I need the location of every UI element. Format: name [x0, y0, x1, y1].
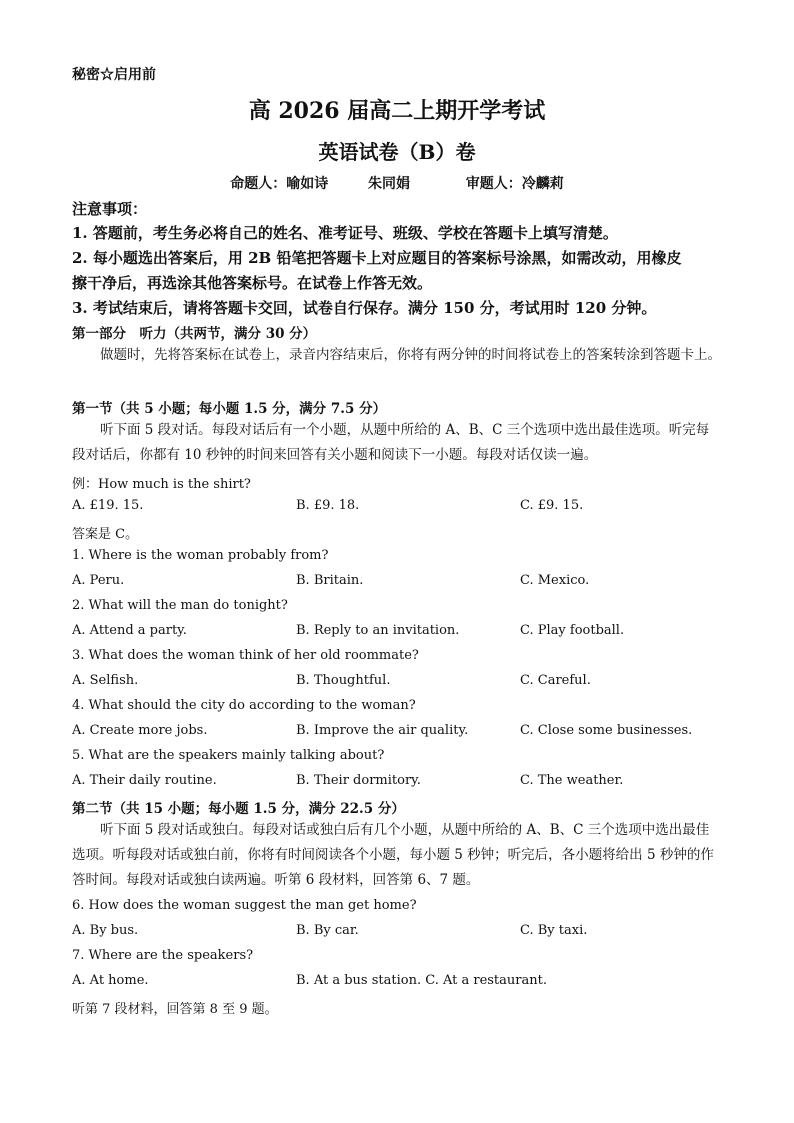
q3-option-a: A. Selfish.: [72, 673, 139, 688]
exam-title: 高 2026 届高二上期开学考试: [248, 98, 546, 124]
question-3: 3. What does the woman think of her old roommate?: [72, 648, 419, 663]
section2-intro: 听下面 5 段对话或独白。每段对话或独白后有几个小题，从题中所给的 A、B、C 三个选项中选出最佳选项。听每段对话或独白前，你将有时间阅读各个小题，每小题 5 秒钟；听完后，各小题将给出 5 秒钟的作答时间。每段对话或独白读两遍。听第 6 段材料，回答第 6、7 题。: [72, 822, 714, 888]
q1-option-c: C. Mexico.: [520, 573, 590, 588]
author-2: 朱同娟: [368, 176, 410, 192]
q1-option-a: A. Peru.: [72, 573, 125, 588]
q5-option-c: C. The weather.: [520, 773, 624, 788]
q4-option-a: A. Create more jobs.: [72, 723, 208, 738]
note-2-line-1: 2. 每小题选出答案后，用 2B 铅笔把答题卡上对应题目的答案标号涂黑，如需改动，用橡皮: [72, 249, 682, 267]
question-5: 5. What are the speakers mainly talking about?: [72, 748, 385, 763]
q2-option-a: A. Attend a party.: [72, 623, 187, 638]
authors-line: [0, 173, 794, 193]
section1-intro: 听下面 5 段对话。每段对话后有一个小题，从题中所给的 A、B、C 三个选项中选出最佳选项。听完每段对话后，你都有 10 秒钟的时间来回答有关小题和阅读下一小题。每段对话仅读一遍。: [72, 422, 710, 463]
author-1: 命题人：喻如诗: [230, 176, 329, 192]
example-option-b: B. £9. 18.: [296, 498, 360, 513]
note-3: 3. 考试结束后，请将答题卡交回，试卷自行保存。满分 150 分，考试用时 120 分钟。: [72, 299, 657, 317]
q5-option-a: A. Their daily routine.: [72, 773, 217, 788]
question-2: 2. What will the man do tonight?: [72, 598, 288, 613]
q7-option-a: A. At home.: [72, 973, 149, 988]
example-answer: 答案是 C。: [72, 527, 139, 542]
question-1: 1. Where is the woman probably from?: [72, 548, 329, 563]
part1-intro: 做题时，先将答案标在试卷上，录音内容结束后，你将有两分钟的时间将试卷上的答案转涂到答题卡上。: [100, 347, 721, 363]
q3-option-c: C. Careful.: [520, 673, 591, 688]
question-4: 4. What should the city do according to the woman?: [72, 698, 416, 713]
q4-option-b: B. Improve the air quality.: [296, 723, 469, 738]
listen-material-7: 听第 7 段材料，回答第 8 至 9 题。: [72, 1002, 278, 1017]
q6-option-a: A. By bus.: [72, 923, 139, 938]
example-option-a: A. £19. 15.: [72, 498, 144, 513]
note-2-line-2: 擦干净后，再选涂其他答案标号。在试卷上作答无效。: [72, 274, 433, 292]
q7-option-b-c: B. At a bus station. C. At a restaurant.: [296, 973, 547, 988]
section2-heading: 第二节（共 15 小题；每小题 1.5 分，满分 22.5 分）: [72, 801, 405, 817]
q1-option-b: B. Britain.: [296, 573, 364, 588]
q6-option-b: B. By car.: [296, 923, 359, 938]
q3-option-b: B. Thoughtful.: [296, 673, 391, 688]
question-6: 6. How does the woman suggest the man get home?: [72, 898, 417, 913]
confidential-label: 秘密☆启用前: [72, 67, 156, 83]
q6-option-c: C. By taxi.: [520, 923, 588, 938]
example-question: 例：How much is the shirt?: [72, 477, 251, 492]
q4-option-c: C. Close some businesses.: [520, 723, 693, 738]
q5-option-b: B. Their dormitory.: [296, 773, 421, 788]
question-7: 7. Where are the speakers?: [72, 948, 254, 963]
exam-subtitle: 英语试卷（B）卷: [318, 140, 476, 164]
section1-heading: 第一节（共 5 小题；每小题 1.5 分，满分 7.5 分）: [72, 401, 387, 417]
q2-option-c: C. Play football.: [520, 623, 625, 638]
q2-option-b: B. Reply to an invitation.: [296, 623, 460, 638]
notes-heading: 注意事项：: [72, 200, 148, 218]
note-1: 1. 答题前，考生务必将自己的姓名、准考证号、班级、学校在答题卡上填写清楚。: [72, 224, 618, 242]
reviewer: 审题人：冷麟莉: [465, 176, 564, 192]
example-option-c: C. £9. 15.: [520, 498, 584, 513]
part1-heading: 第一部分 听力（共两节，满分 30 分）: [72, 326, 317, 342]
